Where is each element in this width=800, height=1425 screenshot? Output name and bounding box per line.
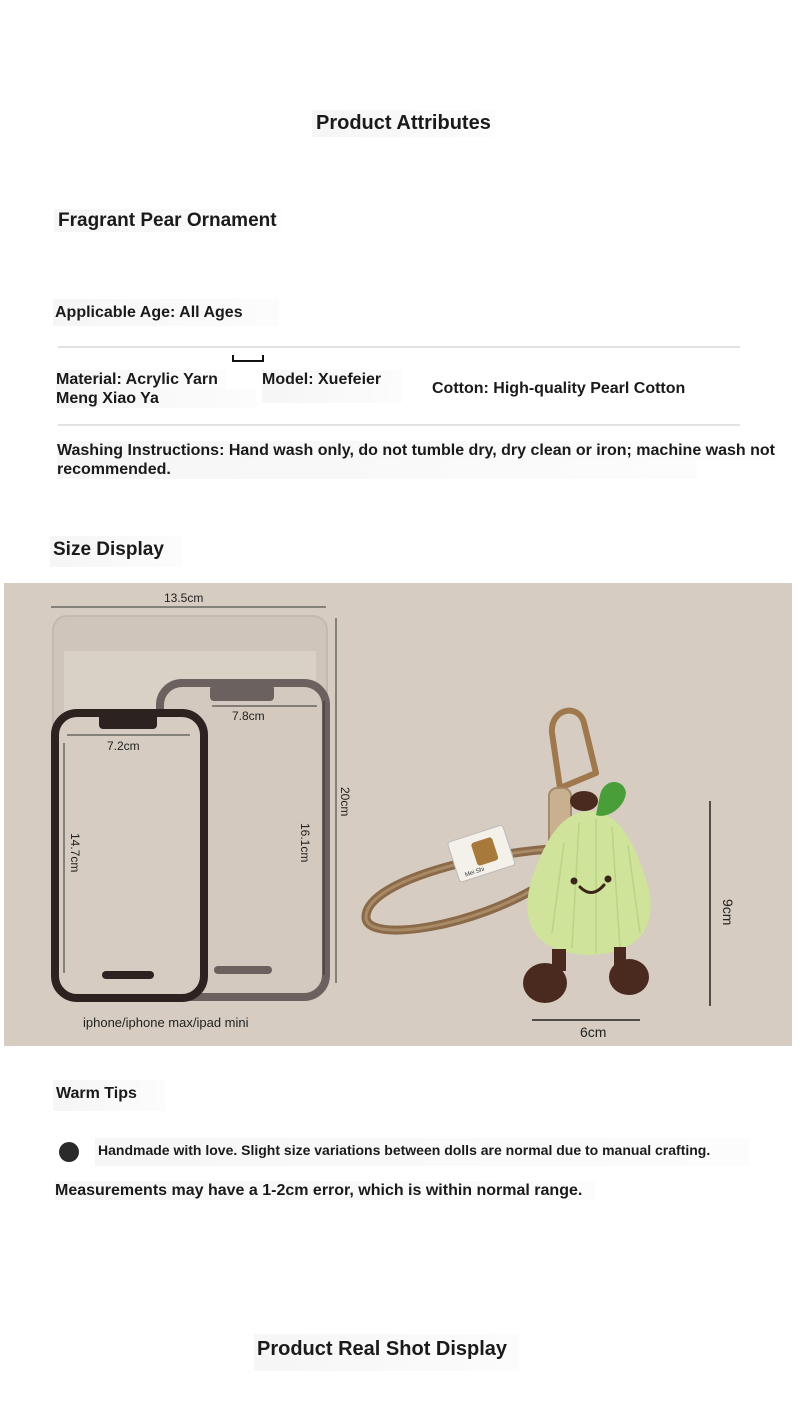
size-display-image	[4, 583, 792, 1046]
iphone-notch	[99, 713, 157, 729]
carabiner	[552, 711, 596, 788]
brand-name: Meng Xiao Ya	[56, 389, 256, 408]
max-width-label: 7.8cm	[232, 709, 265, 723]
divider	[58, 424, 740, 426]
warm-tip-line2: Measurements may have a 1-2cm error, which is within normal range.	[55, 1181, 595, 1200]
bullet-icon	[59, 1142, 79, 1162]
warm-tip-line1: Handmade with love. Slight size variations between dolls are normal due to manual crafting.	[95, 1138, 749, 1166]
ipad-width-label: 13.5cm	[164, 591, 204, 605]
pear-body	[527, 811, 650, 955]
max-height-label: 16.1cm	[298, 823, 312, 863]
iphone-max-home-bar	[214, 966, 272, 974]
pear-eye-left	[571, 878, 578, 885]
size-display-heading: Size Display	[50, 536, 182, 567]
warm-tips-heading: Warm Tips	[53, 1080, 165, 1111]
svg-text:Mei Shi: Mei Shi	[464, 866, 486, 879]
phone-width-label: 7.2cm	[107, 739, 140, 753]
pear-stem	[570, 791, 598, 811]
bracket-mark	[232, 355, 264, 362]
washing-instructions-line1: Washing Instructions: Hand wash only, do not tumble dry, dry clean or iron; machine wash not	[57, 442, 775, 459]
iphone-max-notch	[210, 685, 274, 701]
size-diagram	[4, 583, 792, 1046]
ornament-width-label: 6cm	[580, 1024, 607, 1040]
cotton: Cotton: High-quality Pearl Cotton	[432, 380, 686, 397]
pear-eye-right	[605, 876, 612, 883]
product-attributes-heading: Product Attributes	[312, 110, 495, 137]
product-name: Fragrant Pear Ornament	[54, 209, 281, 232]
material: Material: Acrylic Yarn	[56, 370, 226, 389]
washing-instructions-line2: recommended.	[57, 460, 697, 479]
real-shot-heading: Product Real Shot Display	[254, 1334, 519, 1371]
model: Model: Xuefeier	[262, 370, 402, 403]
ornament-height-label: 9cm	[720, 899, 736, 926]
divider	[58, 346, 740, 348]
phone-height-label: 14.7cm	[68, 833, 82, 873]
ipad-height-label: 20cm	[338, 787, 352, 817]
label-tag	[447, 825, 515, 883]
iphone-home-bar	[102, 971, 154, 979]
devices-caption: iphone/iphone max/ipad mini	[83, 1015, 249, 1030]
pear-leaf	[596, 782, 626, 816]
applicable-age: Applicable Age: All Ages	[53, 299, 279, 326]
